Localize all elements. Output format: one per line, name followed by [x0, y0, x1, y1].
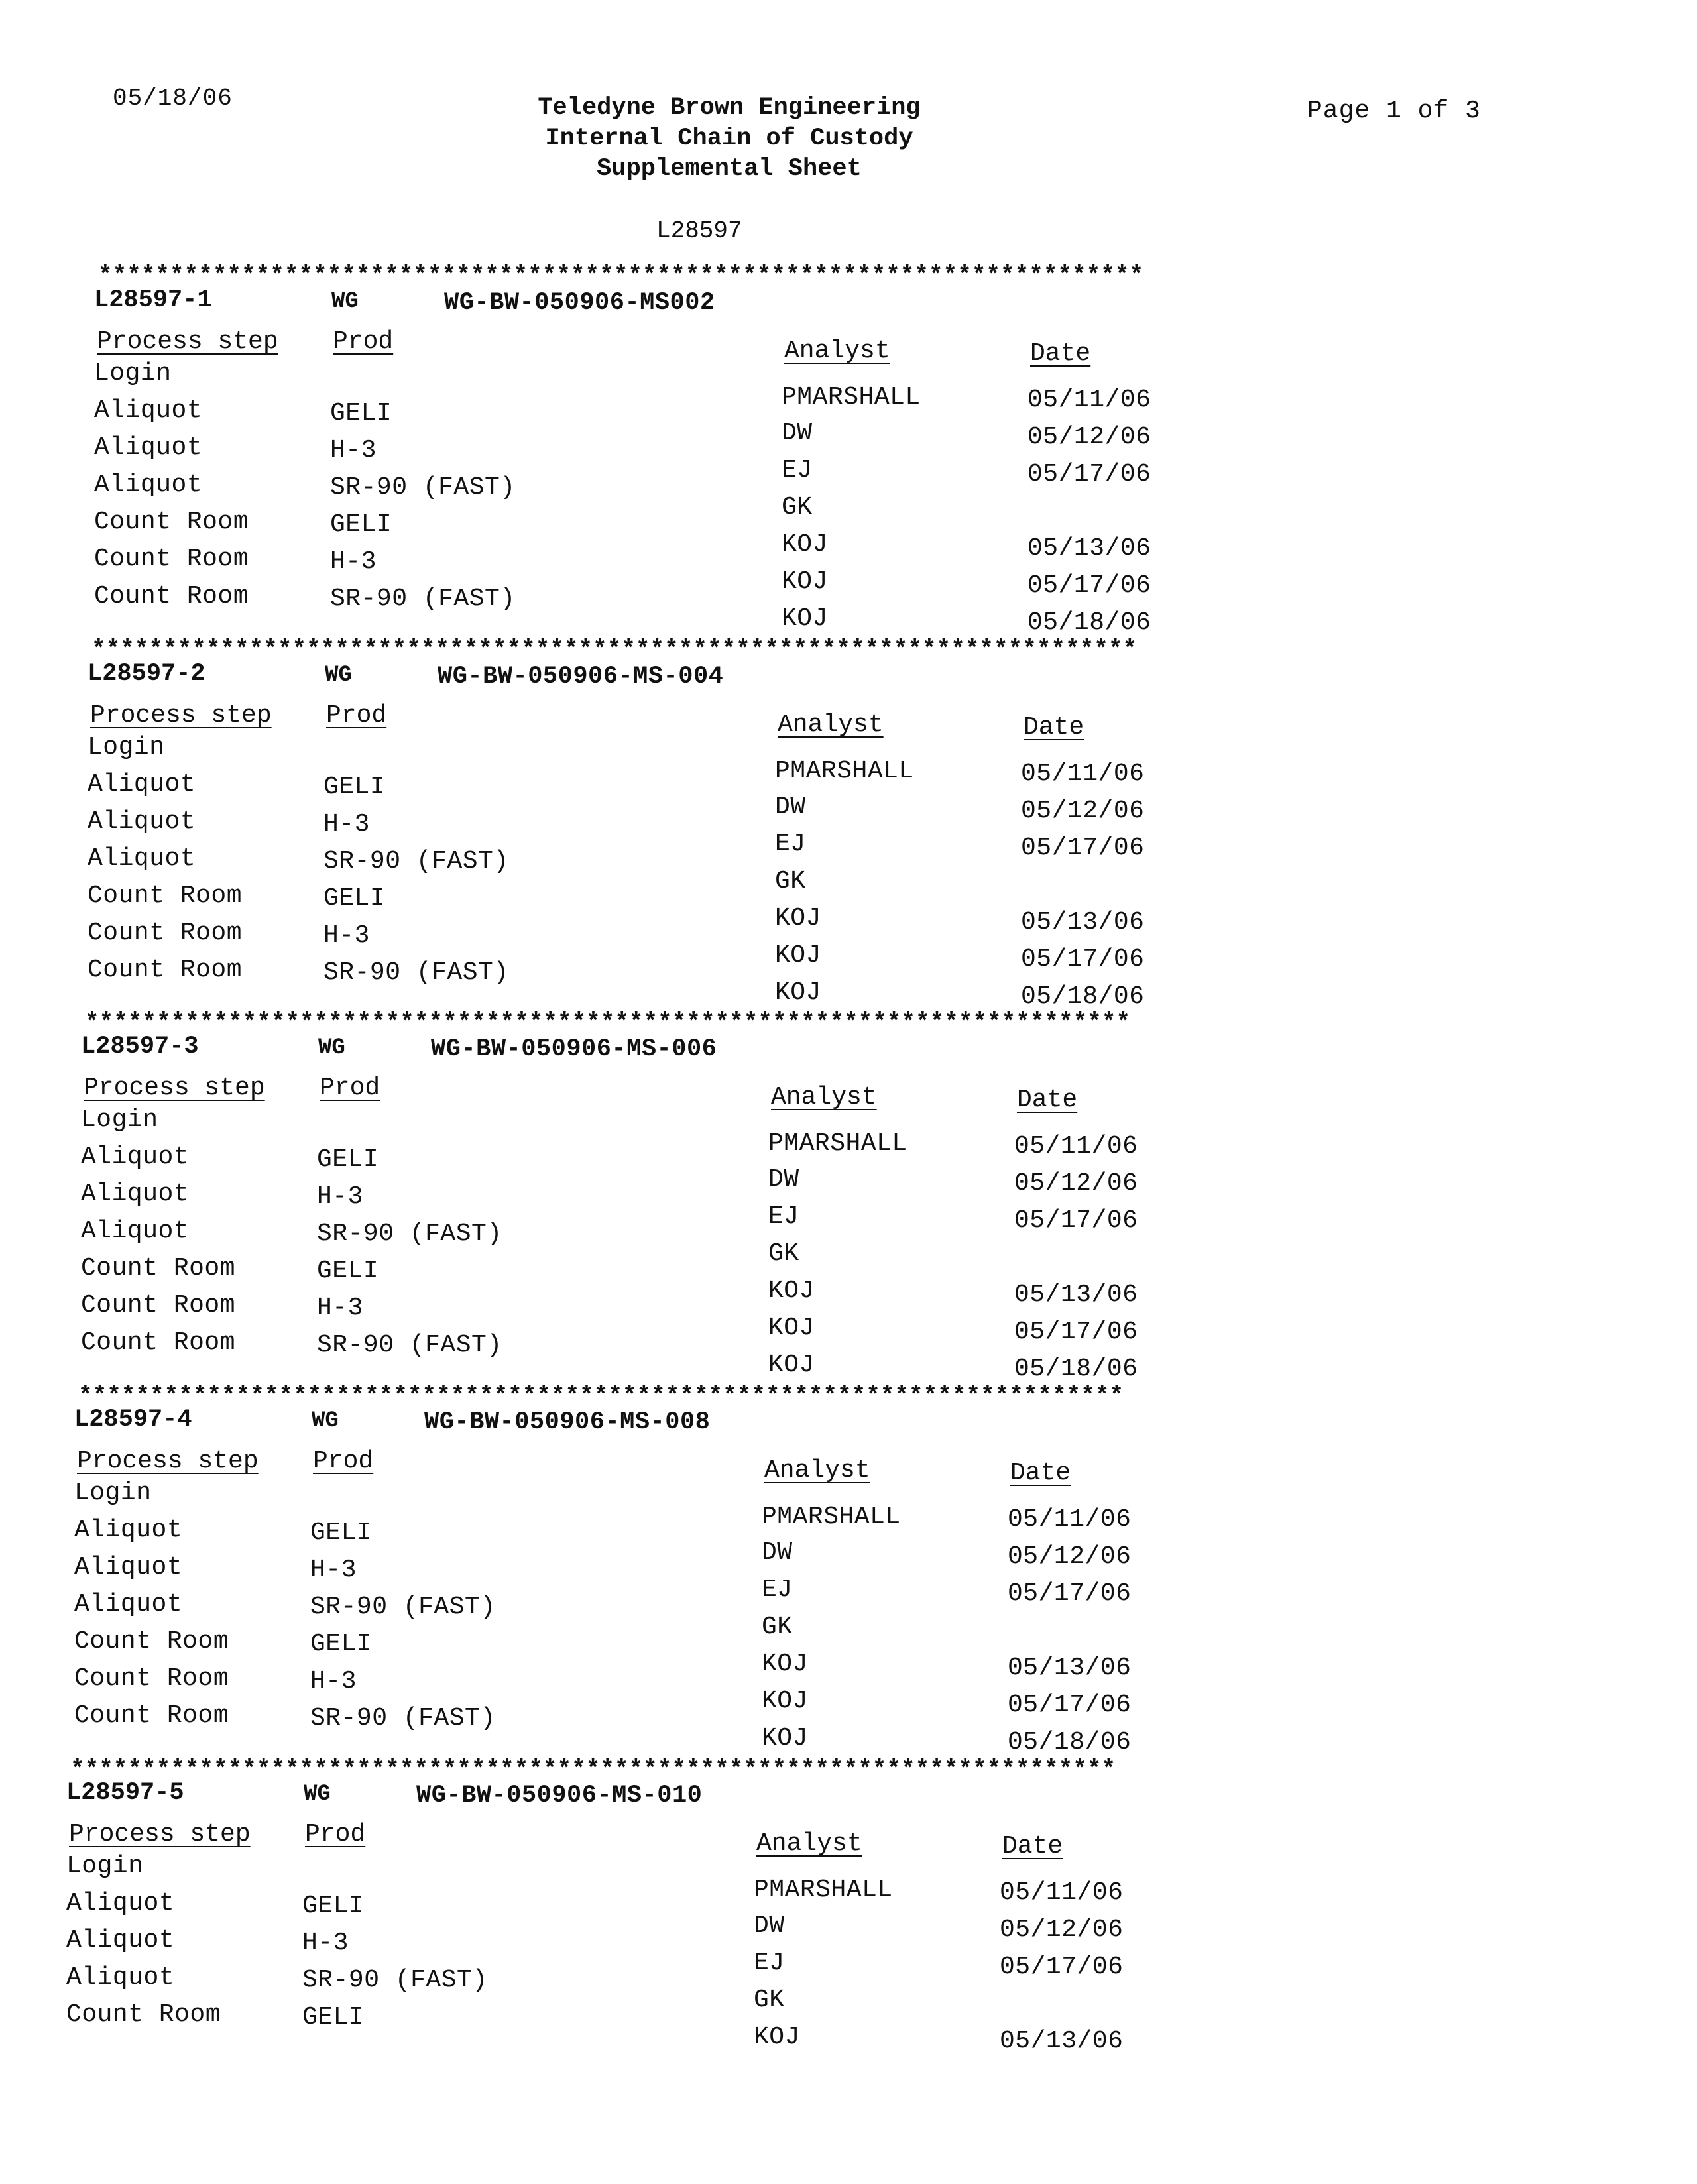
date-cell: 05/11/06 [1014, 1132, 1138, 1161]
sample-id: L28597-3 [81, 1033, 199, 1061]
prod-cell: GELI [330, 510, 392, 539]
process-step-cell: Aliquot [74, 1553, 183, 1581]
prod-cell: H-3 [317, 1182, 363, 1211]
sample-matrix: WG [331, 289, 359, 314]
client-sample-id: WG-BW-050906-MS-008 [424, 1408, 711, 1436]
date-cell: 05/11/06 [1008, 1505, 1132, 1534]
report-date: 05/18/06 [113, 85, 233, 112]
process-step-cell: Count Room [66, 2000, 221, 2029]
prod-cell: SR-90 (FAST) [317, 1331, 502, 1359]
column-header-date: Date [1024, 713, 1084, 742]
analyst-cell: KOJ [768, 1351, 815, 1379]
prod-cell: H-3 [330, 436, 377, 465]
process-step-cell: Aliquot [94, 471, 203, 499]
date-cell: 05/18/06 [1014, 1355, 1138, 1383]
analyst-cell: KOJ [775, 904, 821, 933]
analyst-cell: DW [762, 1538, 793, 1567]
process-step-cell: Login [94, 359, 172, 388]
analyst-cell: KOJ [782, 567, 828, 596]
process-step-cell: Aliquot [74, 1516, 183, 1544]
prod-cell: SR-90 (FAST) [323, 958, 509, 987]
analyst-cell: PMARSHALL [775, 757, 914, 785]
column-header-date: Date [1017, 1086, 1078, 1114]
report-title: Internal Chain of Custody [545, 125, 913, 152]
process-step-cell: Login [74, 1479, 152, 1507]
prod-cell: H-3 [317, 1294, 363, 1322]
prod-cell: GELI [323, 773, 386, 801]
prod-cell: H-3 [330, 547, 377, 576]
company-name: Teledyne Brown Engineering [538, 94, 921, 122]
column-header-prod: Prod [320, 1074, 380, 1102]
column-header-process-step: Process step [69, 1820, 251, 1849]
prod-cell: SR-90 (FAST) [310, 1593, 496, 1621]
process-step-cell: Aliquot [94, 433, 203, 462]
prod-cell: GELI [310, 1630, 373, 1658]
process-step-cell: Aliquot [81, 1217, 190, 1245]
separator-line: ************************************************************************* [78, 1383, 1124, 1409]
process-step-cell: Login [88, 733, 165, 762]
client-sample-id: WG-BW-050906-MS-010 [416, 1782, 703, 1810]
prod-cell: SR-90 (FAST) [323, 847, 509, 876]
date-cell: 05/17/06 [1021, 945, 1145, 974]
column-header-analyst: Analyst [764, 1456, 870, 1485]
sample-matrix: WG [318, 1035, 345, 1061]
process-step-cell: Aliquot [88, 844, 196, 873]
date-cell: 05/17/06 [1008, 1691, 1132, 1719]
prod-cell: SR-90 (FAST) [317, 1220, 502, 1248]
sample-block [88, 660, 1281, 1011]
date-cell: 05/17/06 [1000, 1953, 1124, 1981]
column-header-prod: Prod [305, 1820, 366, 1849]
analyst-cell: GK [782, 493, 813, 522]
client-sample-id: WG-BW-050906-MS-004 [438, 663, 724, 691]
analyst-cell: EJ [754, 1949, 785, 1977]
sample-matrix: WG [312, 1408, 339, 1434]
sample-id: L28597-4 [74, 1406, 192, 1434]
column-header-process-step: Process step [90, 701, 272, 730]
prod-cell: H-3 [310, 1556, 357, 1584]
column-header-analyst: Analyst [784, 337, 890, 365]
prod-cell: SR-90 (FAST) [302, 1966, 488, 1994]
client-sample-id: WG-BW-050906-MS-006 [431, 1035, 717, 1063]
report-subtitle: Supplemental Sheet [597, 155, 862, 183]
date-cell: 05/12/06 [1014, 1169, 1138, 1198]
prod-cell: H-3 [302, 1929, 349, 1957]
date-cell: 05/17/06 [1014, 1206, 1138, 1235]
process-step-cell: Aliquot [66, 1926, 175, 1955]
analyst-cell: KOJ [782, 530, 828, 559]
sample-block [81, 1033, 1274, 1383]
report-heading [424, 93, 1034, 184]
process-step-cell: Count Room [88, 919, 243, 947]
separator-line: ************************************************************************* [91, 636, 1138, 663]
sample-id: L28597-5 [66, 1779, 184, 1807]
analyst-cell: EJ [762, 1576, 793, 1604]
process-step-cell: Count Room [94, 582, 249, 610]
analyst-cell: PMARSHALL [762, 1503, 901, 1531]
prod-cell: GELI [302, 2003, 365, 2032]
page-number: Page 1 of 3 [1307, 97, 1481, 125]
analyst-cell: GK [768, 1239, 799, 1268]
sample-id: L28597-1 [94, 286, 212, 314]
date-cell: 05/13/06 [1014, 1281, 1138, 1309]
date-cell: 05/13/06 [1000, 2027, 1124, 2055]
process-step-cell: Aliquot [94, 396, 203, 425]
sample-block [94, 286, 1287, 637]
column-header-prod: Prod [326, 701, 387, 730]
process-step-cell: Login [66, 1852, 144, 1880]
date-cell: 05/13/06 [1021, 908, 1145, 937]
date-cell: 05/12/06 [1021, 797, 1145, 825]
sample-matrix: WG [304, 1782, 331, 1807]
process-step-cell: Count Room [88, 956, 243, 984]
client-sample-id: WG-BW-050906-MS002 [444, 289, 715, 317]
process-step-cell: Aliquot [81, 1180, 190, 1208]
process-step-cell: Aliquot [74, 1590, 183, 1619]
date-cell: 05/12/06 [1008, 1542, 1132, 1571]
analyst-cell: DW [775, 793, 806, 821]
analyst-cell: KOJ [768, 1314, 815, 1342]
column-header-process-step: Process step [77, 1447, 259, 1475]
date-cell: 05/17/06 [1027, 571, 1151, 600]
analyst-cell: PMARSHALL [782, 383, 921, 412]
prod-cell: GELI [317, 1257, 379, 1285]
sample-block [74, 1406, 1267, 1756]
date-cell: 05/11/06 [1021, 760, 1145, 788]
analyst-cell: DW [754, 1912, 785, 1940]
process-step-cell: Count Room [88, 882, 243, 910]
process-step-cell: Count Room [94, 545, 249, 573]
analyst-cell: EJ [782, 456, 813, 485]
analyst-cell: DW [768, 1165, 799, 1194]
prod-cell: H-3 [310, 1667, 357, 1695]
analyst-cell: EJ [775, 830, 806, 858]
date-cell: 05/18/06 [1008, 1728, 1132, 1756]
column-header-process-step: Process step [97, 327, 278, 356]
process-step-cell: Count Room [94, 508, 249, 536]
analyst-cell: KOJ [754, 2023, 800, 2051]
process-step-cell: Count Room [81, 1291, 236, 1320]
date-cell: 05/17/06 [1008, 1580, 1132, 1608]
date-cell: 05/17/06 [1014, 1318, 1138, 1346]
analyst-cell: GK [754, 1986, 785, 2014]
process-step-cell: Count Room [74, 1701, 229, 1730]
prod-cell: SR-90 (FAST) [330, 473, 516, 502]
separator-line: ************************************************************************* [70, 1756, 1116, 1783]
column-header-date: Date [1030, 339, 1091, 368]
analyst-cell: EJ [768, 1202, 799, 1231]
analyst-cell: GK [775, 867, 806, 895]
analyst-cell: KOJ [775, 941, 821, 970]
column-header-date: Date [1002, 1832, 1063, 1861]
prod-cell: GELI [317, 1145, 379, 1174]
prod-cell: SR-90 (FAST) [310, 1704, 496, 1733]
date-cell: 05/12/06 [1027, 423, 1151, 451]
analyst-cell: KOJ [782, 604, 828, 633]
sample-matrix: WG [325, 663, 352, 688]
analyst-cell: KOJ [775, 978, 821, 1007]
separator-line: ************************************************************************* [98, 262, 1144, 289]
process-step-cell: Count Room [81, 1328, 236, 1357]
column-header-analyst: Analyst [771, 1083, 877, 1112]
date-cell: 05/18/06 [1021, 982, 1145, 1011]
date-cell: 05/11/06 [1027, 386, 1151, 414]
process-step-cell: Count Room [74, 1627, 229, 1656]
date-cell: 05/18/06 [1027, 608, 1151, 637]
column-header-process-step: Process step [84, 1074, 265, 1102]
date-cell: 05/13/06 [1008, 1654, 1132, 1682]
separator-line: ************************************************************************* [85, 1009, 1131, 1036]
analyst-cell: PMARSHALL [754, 1876, 893, 1904]
process-step-cell: Login [81, 1106, 158, 1134]
process-step-cell: Count Room [74, 1664, 229, 1693]
column-header-analyst: Analyst [778, 711, 884, 739]
date-cell: 05/17/06 [1021, 834, 1145, 862]
lot-number: L28597 [656, 217, 742, 245]
column-header-prod: Prod [333, 327, 394, 356]
process-step-cell: Aliquot [66, 1963, 175, 1992]
prod-cell: H-3 [323, 921, 370, 950]
analyst-cell: PMARSHALL [768, 1129, 907, 1158]
column-header-date: Date [1010, 1459, 1071, 1487]
analyst-cell: KOJ [762, 1724, 808, 1753]
sample-block [66, 1779, 1259, 2124]
process-step-cell: Aliquot [66, 1889, 175, 1918]
process-step-cell: Aliquot [81, 1143, 190, 1171]
analyst-cell: KOJ [768, 1277, 815, 1305]
process-step-cell: Aliquot [88, 807, 196, 836]
analyst-cell: GK [762, 1613, 793, 1641]
prod-cell: GELI [323, 884, 386, 913]
column-header-analyst: Analyst [756, 1829, 862, 1858]
prod-cell: H-3 [323, 810, 370, 838]
analyst-cell: KOJ [762, 1650, 808, 1678]
prod-cell: GELI [330, 399, 392, 428]
column-header-prod: Prod [313, 1447, 374, 1475]
analyst-cell: KOJ [762, 1687, 808, 1715]
prod-cell: GELI [302, 1892, 365, 1920]
prod-cell: SR-90 (FAST) [330, 585, 516, 613]
date-cell: 05/17/06 [1027, 460, 1151, 489]
analyst-cell: DW [782, 419, 813, 447]
date-cell: 05/13/06 [1027, 534, 1151, 563]
sample-id: L28597-2 [88, 660, 205, 688]
prod-cell: GELI [310, 1519, 373, 1547]
process-step-cell: Count Room [81, 1254, 236, 1283]
process-step-cell: Aliquot [88, 770, 196, 799]
date-cell: 05/11/06 [1000, 1878, 1124, 1907]
date-cell: 05/12/06 [1000, 1916, 1124, 1944]
